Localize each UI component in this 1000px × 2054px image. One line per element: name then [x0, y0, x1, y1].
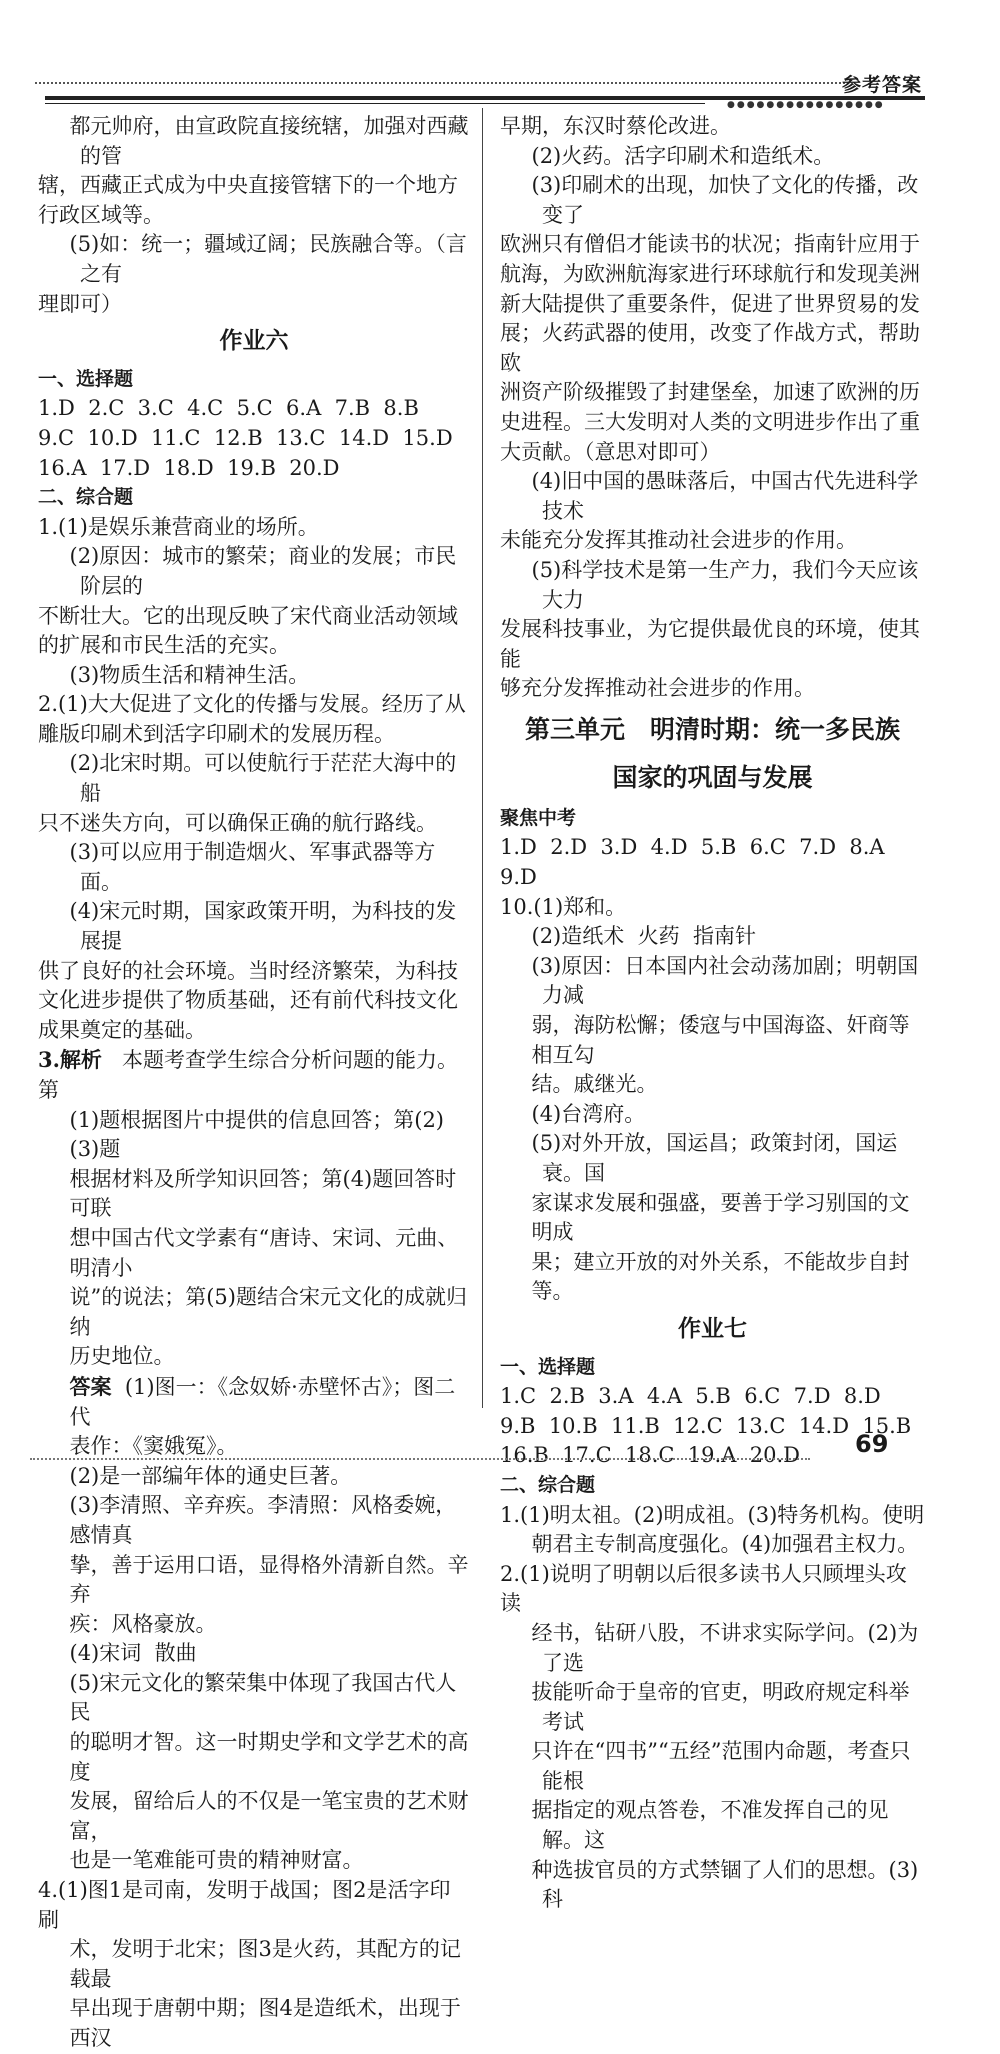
multiple-choice-answers: 9.C 10.D 11.C 12.B 13.C 14.D 15.D — [38, 425, 453, 450]
answer-line: (3)物质生活和精神生活。 — [69, 662, 310, 687]
answer-line: 弱，海防松懈；倭寇与中国海盗、奸商等相互勾 — [531, 1013, 910, 1067]
answer-line: (4)台湾府。 — [531, 1101, 646, 1126]
answer-line: 展；火药武器的使用，改变了作战方式，帮助欧 — [500, 321, 920, 375]
answer-line: (5)对外开放，国运昌；政策封闭，国运衰。国 — [531, 1131, 898, 1185]
answer-line: 够充分发挥推动社会进步的作用。 — [500, 676, 815, 701]
answer-line: 只许在“四书”“五经”范围内命题，考查只能根 — [531, 1739, 911, 1793]
section-heading-choice: 一、选择题 — [500, 1355, 596, 1378]
answer-line: 不断壮大。它的出现反映了宋代商业活动领域 — [38, 603, 458, 628]
header-thin-rule — [45, 103, 705, 104]
analysis-label: 3.解析 — [38, 1047, 102, 1073]
answer-line: 都元帅府，由宣政院直接统辖，加强对西藏的管 — [69, 114, 469, 168]
answer-line: 1.(1)是娱乐兼营商业的场所。 — [38, 514, 319, 539]
answer-text: (2)是一部编年体的通史巨著。 — [69, 1463, 352, 1488]
answer-line: (3)可以应用于制造烟火、军事武器等方面。 — [69, 840, 436, 894]
answer-line: (4)旧中国的愚昧落后，中国古代先进科学技术 — [531, 469, 919, 523]
answer-line: 理即可） — [38, 291, 122, 316]
answer-line: 洲资产阶级摧毁了封建堡垒，加速了欧洲的历 — [500, 380, 920, 405]
multiple-choice-answers: 16.B 17.C 18.C 19.A 20.D — [500, 1443, 800, 1468]
answer-line: 经书，钻研八股，不讲求实际学问。(2)为了选 — [531, 1620, 919, 1675]
answer-text: (3)李清照、辛弃疾。李清照：风格委婉，感情真 — [69, 1493, 457, 1547]
answer-line: 史进程。三大发明对人类的文明进步作出了重 — [500, 409, 920, 434]
answer-line: 术，发明于北宋；图3是火药，其配方的记载最 — [69, 1937, 461, 1991]
answer-line: 辖，西藏正式成为中央直接管辖下的一个地方 — [38, 173, 458, 198]
answer-line: 早出现于唐朝中期；图4是造纸术，出现于西汉 — [69, 1996, 461, 2050]
question-3-answer — [38, 1372, 470, 1432]
footer-dotted-line — [30, 1458, 810, 1460]
answer-line: (5)如：统一；疆域辽阔；民族融合等。（言之有 — [69, 232, 467, 286]
answer-text: 表作：《窦娥冤》。 — [69, 1434, 238, 1459]
answer-line: 结。戚继光。 — [531, 1072, 658, 1097]
analysis-text: 说”的说法；第(5)题结合宋元文化的成就归纳 — [69, 1285, 467, 1339]
analysis-text: 历史地位。 — [69, 1344, 175, 1369]
unit-three-title: 第三单元 明清时期：统一多民族 — [524, 714, 900, 744]
answer-text: 挚，善于运用口语，显得格外清新自然。辛弃 — [69, 1552, 469, 1607]
multiple-choice-answers: 1.D 2.C 3.C 4.C 5.C 6.A 7.B 8.B — [38, 396, 419, 421]
answer-text: 疾：风格豪放。 — [69, 1611, 217, 1636]
answer-line: 行政区域等。 — [38, 202, 164, 227]
answer-text: (1)图一：《念奴娇·赤壁怀古》；图二代 — [69, 1374, 456, 1429]
answer-text: 发展，留给后人的不仅是一笔宝贵的艺术财富， — [69, 1789, 469, 1843]
answer-line: 未能充分发挥其推动社会进步的作用。 — [500, 528, 857, 553]
unit-three-subtitle: 国家的巩固与发展 — [612, 762, 813, 792]
section-heading-comprehensive: 二、综合题 — [500, 1473, 596, 1496]
answer-line: (2)原因：城市的繁荣；商业的发展；市民阶层的 — [69, 544, 457, 598]
answer-line: 2.(1)说明了明朝以后很多读书人只顾埋头攻读 — [500, 1561, 907, 1616]
homework-six-title: 作业六 — [219, 328, 289, 355]
answer-line: (4)宋元时期，国家政策开明，为科技的发展提 — [69, 899, 457, 954]
answer-line: (2)火药。活字印刷术和造纸术。 — [531, 143, 835, 168]
multiple-choice-answers: 1.D 2.D 3.D 4.D 5.B 6.C 7.D 8.A — [500, 835, 885, 860]
multiple-choice-answers: 9.D — [500, 865, 537, 890]
answer-line: 发展科技事业，为它提供最优良的环境，使其能 — [500, 617, 920, 671]
answer-line: (2)北宋时期。可以使航行于茫茫大海中的船 — [69, 751, 457, 806]
answer-line: (2)造纸术 火药 指南针 — [531, 924, 756, 949]
analysis-text: 本题考查学生综合分析问题的能力。第 — [38, 1048, 458, 1102]
answer-line: 2.(1)大大促进了文化的传播与发展。经历了从 — [38, 692, 466, 717]
multiple-choice-answers: 9.B 10.B 11.B 12.C 13.C 14.D 15.B — [500, 1413, 912, 1438]
answer-line: 的扩展和市民生活的充实。 — [38, 633, 290, 658]
answer-line: 拔能听命于皇帝的官吏，明政府规定科举考试 — [531, 1680, 910, 1734]
answer-line: (3)印刷术的出现，加快了文化的传播，改变了 — [531, 173, 919, 227]
answer-line: 果；建立开放的对外关系，不能故步自封等。 — [531, 1249, 910, 1304]
answer-line: 大贡献。（意思对即可） — [500, 439, 721, 464]
section-heading-comprehensive: 二、综合题 — [38, 486, 134, 509]
page-number: 69 — [855, 1430, 889, 1458]
answer-line: (5)科学技术是第一生产力，我们今天应该大力 — [531, 557, 919, 612]
answer-text: (5)宋元文化的繁荣集中体现了我国古代人民 — [69, 1670, 457, 1725]
answer-line: 成果奠定的基础。 — [38, 1017, 206, 1042]
answer-text: 的聪明才智。这一时期史学和文学艺术的高度 — [69, 1730, 469, 1784]
answer-line: 种选拔官员的方式禁锢了人们的思想。(3)科 — [531, 1857, 919, 1912]
answer-label: 答案 — [69, 1373, 112, 1399]
analysis-text: (1)题根据图片中提供的信息回答；第(2)(3)题 — [69, 1107, 444, 1162]
header-decorative-dots: ●●●●●●●●●●●●●●●● — [727, 100, 885, 110]
column-divider — [482, 108, 483, 1408]
section-heading-choice: 一、选择题 — [38, 367, 134, 390]
homework-seven-title: 作业七 — [678, 1315, 747, 1342]
analysis-text: 根据材料及所学知识回答；第(4)题回答时可联 — [69, 1166, 457, 1221]
answer-text: 也是一笔难能可贵的精神财富。 — [69, 1848, 364, 1873]
answer-line: 早期，东汉时蔡伦改进。 — [500, 114, 731, 138]
answer-text: (4)宋词 散曲 — [69, 1641, 197, 1666]
answer-line: (3)原因：日本国内社会动荡加剧；明朝国力减 — [531, 953, 919, 1008]
answer-line: 新大陆提供了重要条件，促进了世界贸易的发 — [500, 291, 920, 316]
answer-line: 文化进步提供了物质基础，还有前代科技文化 — [38, 988, 458, 1013]
answer-line: 1.(1)明太祖。(2)明成祖。(3)特务机构。使明 — [500, 1502, 925, 1527]
header-dotted-line — [35, 82, 845, 84]
analysis-text: 想中国古代文学素有“唐诗、宋词、元曲、明清小 — [69, 1225, 459, 1280]
right-column — [500, 112, 925, 1915]
multiple-choice-answers: 1.C 2.B 3.A 4.A 5.B 6.C 7.D 8.D — [500, 1384, 881, 1409]
answer-line: 航海，为欧洲航海家进行环球航行和发现美洲 — [500, 261, 920, 286]
answer-line: 据指定的观点答卷，不准发挥自己的见解。这 — [531, 1798, 889, 1853]
answer-line: 欧洲只有僧侣才能读书的状况；指南针应用于 — [500, 232, 920, 257]
answer-line: 10.(1)郑和。 — [500, 894, 627, 919]
question-3-analysis — [38, 1045, 470, 1105]
answer-line: 供了良好的社会环境。当时经济繁荣，为科技 — [38, 958, 458, 983]
answer-line: 家谋求发展和强盛，要善于学习别国的文明成 — [531, 1190, 910, 1245]
answer-line: 只不迷失方向，可以确保正确的航行路线。 — [38, 810, 437, 835]
answer-line: 朝君主专制高度强化。(4)加强君主权力。 — [531, 1532, 919, 1557]
section-heading-focus: 聚焦中考 — [500, 806, 577, 829]
page-header — [0, 0, 1000, 120]
answer-line: 4.(1)图1是司南，发明于战国；图2是活字印刷 — [38, 1878, 451, 1932]
multiple-choice-answers: 16.A 17.D 18.D 19.B 20.D — [38, 455, 340, 480]
answer-line: 雕版印刷术到活字印刷术的发展历程。 — [38, 721, 395, 746]
header-label: 参考答案 — [841, 74, 922, 96]
left-column — [38, 112, 470, 2054]
